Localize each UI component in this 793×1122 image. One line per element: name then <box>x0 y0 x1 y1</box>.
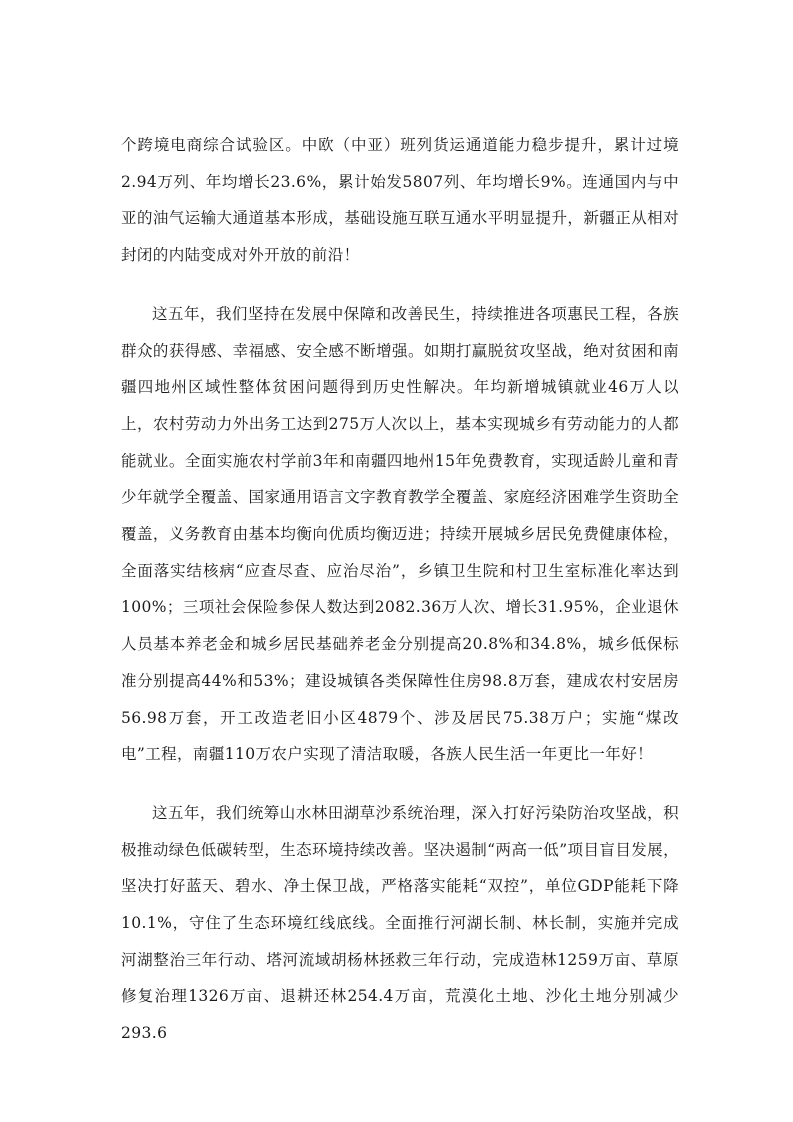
document-body <box>121 127 679 1052</box>
paragraph-ecology: 这五年，我们统筹山水林田湖草沙系统治理，深入打好污染防治攻坚战，积极推动绿色低碳转型，生态环境持续改善。坚决遏制“两高一低”项目盲目发展，坚决打好蓝天、碧水、净土保卫战，严格落实能耗“双控”，单位GDP能耗下降10.1%，守住了生态环境红线底线。全面推行河湖长制、林长制，实施并完成河湖整治三年行动、塔河流域胡杨林拯救三年行动，完成造林1259万亩、草原修复治理1326万亩、退耕还林254.4万亩，荒漠化土地、沙化土地分别减少293.6 <box>121 803 679 1043</box>
paragraph-livelihood: 这五年，我们坚持在发展中保障和改善民生，持续推进各项惠民工程，各族群众的获得感、幸福感、安全感不断增强。如期打赢脱贫攻坚战，绝对贫困和南疆四地州区域性整体贫困问题得到历史性解决。年均新增城镇就业46万人以上，农村劳动力外出务工达到275万人次以上，基本实现城乡有劳动能力的人都能就业。全面实施农村学前3年和南疆四地州15年免费教育，实现适龄儿童和青少年就学全覆盖、国家通用语言文字教育教学全覆盖、家庭经济困难学生资助全覆盖，义务教育由基本均衡向优质均衡迈进；持续开展城乡居民免费健康体检，全面落实结核病“应查尽查、应治尽治”，乡镇卫生院和村卫生室标准化率达到100%；三项社会保险参保人数达到2082.36万人次、增长31.95%，企业退休人员基本养老金和城乡居民基础养老金分别提高20.8%和34.8%，城乡低保标准分别提高44%和53%；建设城镇各类保障性住房98.8万套，建成农村安居房56.98万套，开工改造老旧小区4879个、涉及居民75.38万户；实施“煤改电”工程，南疆110万农户实现了清洁取暖，各族人民生活一年更比一年好！ <box>121 304 679 764</box>
paragraph-opening-continuation: 个跨境电商综合试验区。中欧（中亚）班列货运通道能力稳步提升，累计过境2.94万列、年均增长23.6%，累计始发5807列、年均增长9%。连通国内与中亚的油气运输大通道基本形成，基础设施互联互通水平明显提升，新疆正从相对封闭的内陆变成对外开放的前沿！ <box>121 136 679 265</box>
